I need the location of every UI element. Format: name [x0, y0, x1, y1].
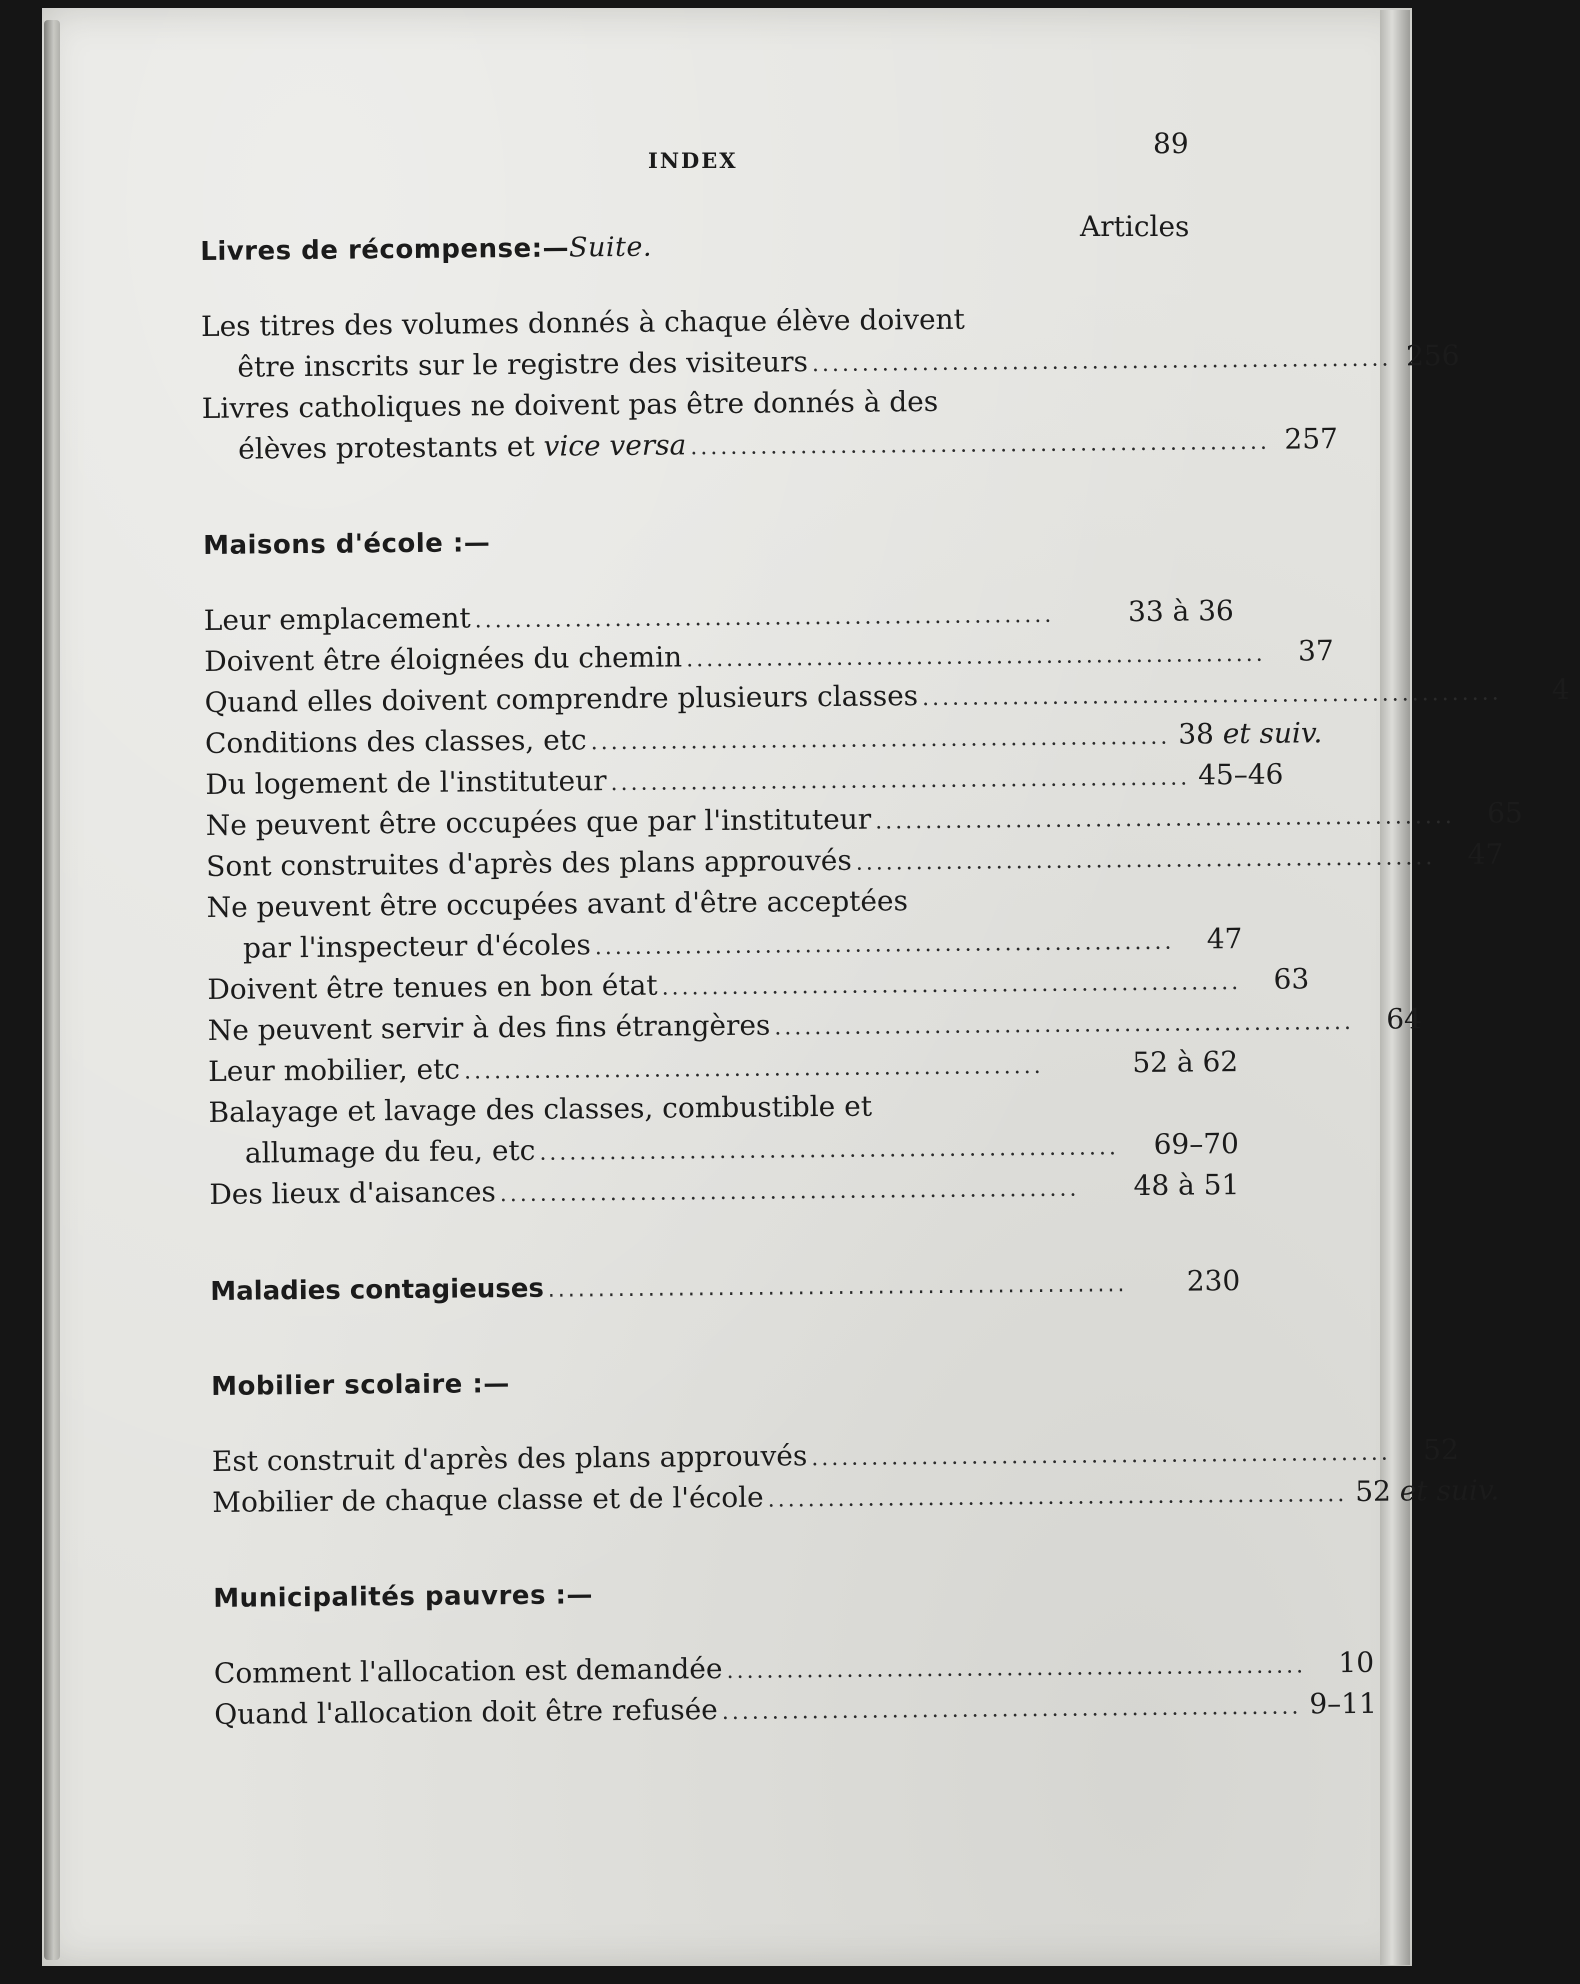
section-livres-de-recompense — [200, 210, 1460, 470]
running-header: INDEX — [648, 148, 738, 173]
article-reference: 9–11 — [1309, 1686, 1377, 1721]
leader-dots: .......................................................... — [774, 1009, 1355, 1041]
section-heading: Livres de récompense:—Suite. — [200, 231, 653, 267]
leader-dots: .......................................................... — [921, 680, 1502, 712]
index-entry — [201, 378, 1339, 470]
article-reference: 38 et suiv. — [1178, 716, 1323, 751]
index-entry: Conditions des classes, etc .......................................................... 38 et suiv. — [205, 713, 1235, 764]
page-number: 89 — [1153, 127, 1189, 160]
leader-dots: .......................................................... — [811, 346, 1392, 378]
entry-text: Ne peuvent être occupées avant d'être acceptées — [206, 884, 909, 924]
entry-text: élèves protestants et — [238, 429, 535, 466]
article-reference: 45–46 — [1197, 757, 1284, 792]
article-reference: 64 — [1386, 1002, 1423, 1036]
article-reference: 37 — [1297, 634, 1334, 668]
section-maisons-d-ecole — [202, 516, 1570, 1215]
article-reference: 10 — [1338, 1645, 1375, 1680]
page-edge — [1380, 10, 1410, 1965]
section-heading: Maisons d'école :— — [202, 528, 491, 561]
article-reference: 230 — [1186, 1264, 1241, 1298]
leader-dots: .......................................................... — [767, 1482, 1348, 1513]
entry-text: Livres catholiques ne doivent pas être donnés à des — [201, 384, 939, 425]
entry-text-italic: vice versa — [543, 428, 687, 463]
column-label: Articles — [1080, 210, 1190, 243]
section-maladies-contagieuses — [210, 1261, 1240, 1311]
leader-dots: .......................................................... — [726, 1653, 1307, 1685]
index-entry: Ne peuvent servir à des fins étrangères .......................................................... 64 — [208, 1000, 1238, 1051]
section-mobilier-scolaire — [211, 1357, 1500, 1523]
leader-dots: .......................................................... — [474, 602, 1055, 634]
index-content — [200, 210, 1570, 1735]
leader-dots: .......................................................... — [610, 765, 1191, 797]
index-entry: Comment l'allocation est demandée .......................................................... 10 — [214, 1643, 1244, 1694]
article-reference: 256 — [1405, 338, 1460, 373]
article-reference: 52 et suiv. — [1355, 1473, 1500, 1508]
leader-dots: .......................................................... — [855, 845, 1436, 876]
section-heading: Mobilier scolaire :— — [211, 1369, 510, 1402]
index-entry: Du logement de l'instituteur .......................................................... 45–46 — [205, 754, 1235, 805]
article-reference: 69–70 — [1153, 1127, 1240, 1161]
leader-dots: .......................................................... — [463, 1053, 1044, 1085]
section-heading: Municipalités pauvres :— — [213, 1580, 594, 1614]
entry-text: Les titres des volumes donnés à chaque élève doivent — [200, 302, 966, 343]
leader-dots: .......................................................... — [590, 724, 1171, 756]
index-entry: Leur emplacement .......................................................... 33 à 36 — [204, 590, 1234, 641]
index-entry: Mobilier de chaque classe et de l'école .......................................................... 52 et suiv. — [212, 1472, 1242, 1523]
index-entry: Sont construites d'après des plans approuvés .......................................................... 47 — [206, 836, 1236, 887]
leader-dots: .......................................................... — [539, 1135, 1120, 1166]
article-reference: 63 — [1273, 962, 1310, 996]
leader-dots: .......................................................... — [690, 429, 1271, 461]
article-reference: 52 à 62 — [1132, 1045, 1239, 1080]
leader-dots: .......................................................... — [875, 803, 1455, 835]
index-entry: Quand l'allocation doit être refusée .......................................................... 9–11 — [214, 1684, 1244, 1735]
leader-dots: .......................................................... — [721, 1694, 1302, 1726]
index-entry: Balayage et lavage des classes, combustible et allumage du feu, etc .......................................................... 69–70 — [208, 1082, 1239, 1174]
article-reference: 52 — [1423, 1432, 1459, 1467]
entry-text: Balayage et lavage des classes, combustible et — [208, 1089, 873, 1129]
index-entry: Est construit d'après des plans approuvés .......................................................... 52 — [212, 1431, 1242, 1482]
index-entry: Ne peuvent être occupées que par l'instituteur .......................................................... 65 — [206, 795, 1236, 846]
leader-dots: .......................................................... — [811, 1440, 1391, 1472]
section-heading: Maladies contagieuses .......................................................... 230 — [210, 1261, 1240, 1311]
entry-text: être inscrits sur le registre des visiteurs — [237, 345, 809, 384]
index-entry — [200, 296, 1460, 388]
article-reference: 47 — [1467, 837, 1504, 871]
index-entry: Des lieux d'aisances .......................................................... 48 à 51 — [209, 1164, 1239, 1215]
book-spine — [44, 20, 60, 1960]
leader-dots: .......................................................... — [499, 1176, 1080, 1208]
leader-dots: .......................................................... — [547, 1272, 1128, 1303]
article-reference: 48 à 51 — [1133, 1168, 1240, 1203]
article-reference: 4 — [1551, 672, 1570, 707]
index-entry: Ne peuvent être occupées avant d'être acceptées par l'inspecteur d'écoles .......................................................... 47 — [206, 877, 1237, 969]
index-entry: Leur mobilier, etc .......................................................... 52 à 62 — [208, 1041, 1238, 1092]
index-entry: Doivent être éloignées du chemin .......................................................... 37 — [204, 631, 1234, 682]
index-entry-list — [203, 590, 1570, 1215]
leader-dots: .......................................................... — [594, 929, 1175, 961]
article-reference: 65 — [1486, 796, 1523, 830]
article-reference: 47 — [1206, 922, 1243, 956]
article-reference: 257 — [1284, 422, 1339, 456]
section-municipalites-pauvres — [213, 1569, 1377, 1735]
index-entry: Quand elles doivent comprendre plusieurs classes .......................................................... 4 — [204, 672, 1234, 723]
index-entry: Doivent être tenues en bon état .......................................................... 63 — [207, 959, 1237, 1010]
leader-dots: .......................................................... — [661, 970, 1242, 1001]
article-reference: 33 à 36 — [1127, 594, 1234, 629]
leader-dots: .......................................................... — [686, 641, 1266, 673]
